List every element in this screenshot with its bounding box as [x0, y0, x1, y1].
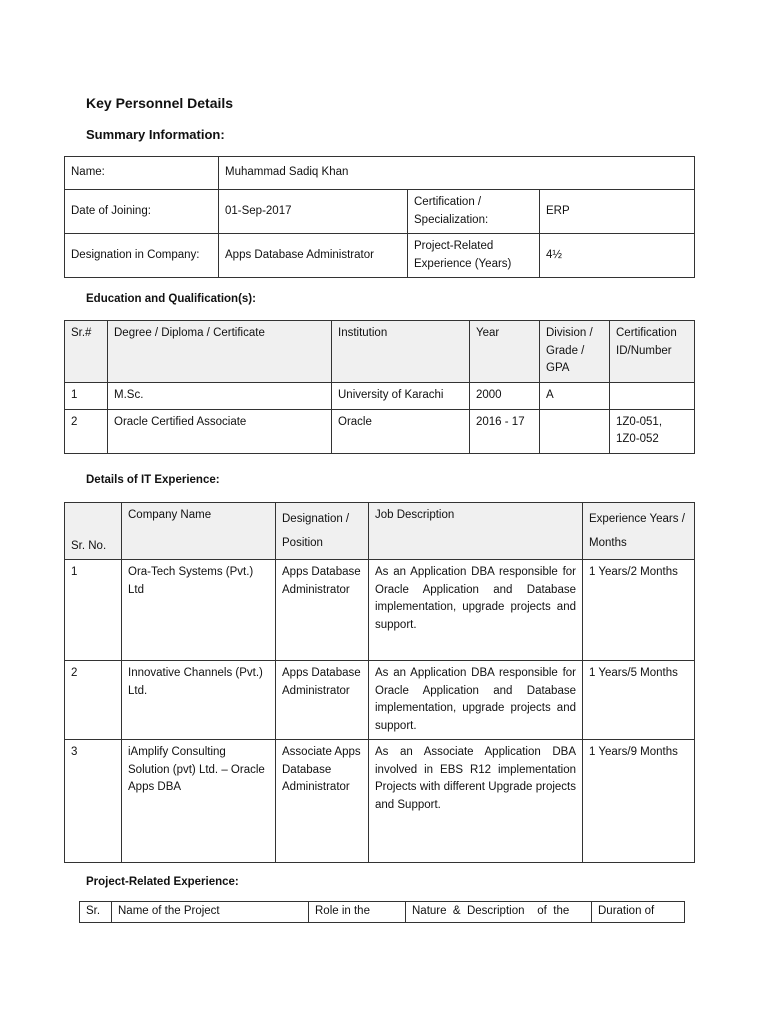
it-cell: As an Associate Application DBA involved in EBS R12 implementation Projects with different Upgrade projects and Support.	[369, 740, 583, 863]
table-row	[65, 740, 695, 863]
it-cell: 1 Years/5 Months	[583, 661, 695, 740]
designation-label: Designation in Company:	[65, 234, 219, 278]
table-row	[65, 382, 695, 409]
designation-value: Apps Database Administrator	[219, 234, 408, 278]
it-cell: 3	[65, 740, 122, 863]
edu-cell: 1Z0-051, 1Z0-052	[610, 409, 695, 453]
proj-header-sr: Sr.	[80, 902, 112, 923]
it-header-experience: Experience Years / Months	[583, 503, 695, 560]
edu-header-grade: Division / Grade / GPA	[540, 321, 610, 383]
experience-value: 4½	[540, 234, 695, 278]
edu-cell: Oracle Certified Associate	[108, 409, 332, 453]
edu-cell	[540, 409, 610, 453]
edu-cell: 2	[65, 409, 108, 453]
edu-cell: 2000	[470, 382, 540, 409]
it-cell: As an Application DBA responsible for Oracle Application and Database implementation, upgrade projects and support.	[369, 560, 583, 661]
cert-value: ERP	[540, 190, 695, 234]
it-cell: Apps Database Administrator	[276, 661, 369, 740]
edu-cell: 1	[65, 382, 108, 409]
it-cell: 1	[65, 560, 122, 661]
it-cell: 1 Years/9 Months	[583, 740, 695, 863]
it-cell: Ora-Tech Systems (Pvt.) Ltd	[122, 560, 276, 661]
proj-header-duration: Duration of	[592, 902, 685, 923]
proj-header-name: Name of the Project	[112, 902, 309, 923]
edu-cell: M.Sc.	[108, 382, 332, 409]
it-cell: As an Application DBA responsible for Oracle Application and Database implementation, upgrade projects and support.	[369, 661, 583, 740]
table-row	[65, 409, 695, 453]
it-cell: 2	[65, 661, 122, 740]
edu-header-year: Year	[470, 321, 540, 383]
project-experience-heading: Project-Related Experience:	[86, 876, 239, 888]
name-label: Name:	[65, 157, 219, 190]
edu-cell: 2016 - 17	[470, 409, 540, 453]
table-row	[65, 661, 695, 740]
doj-label: Date of Joining:	[65, 190, 219, 234]
it-header-job: Job Description	[369, 503, 583, 560]
edu-cell: University of Karachi	[332, 382, 470, 409]
it-cell: Innovative Channels (Pvt.) Ltd.	[122, 661, 276, 740]
cert-label: Certification / Specialization:	[408, 190, 540, 234]
it-cell: 1 Years/2 Months	[583, 560, 695, 661]
edu-header-institution: Institution	[332, 321, 470, 383]
project-experience-table	[79, 901, 685, 923]
page-title: Key Personnel Details	[86, 95, 234, 111]
it-experience-table	[64, 502, 695, 863]
name-value: Muhammad Sadiq Khan	[219, 157, 695, 190]
table-row	[65, 560, 695, 661]
it-header-sr: Sr. No.	[65, 503, 122, 560]
edu-cell: Oracle	[332, 409, 470, 453]
summary-heading: Summary Information:	[86, 127, 225, 142]
doj-value: 01-Sep-2017	[219, 190, 408, 234]
experience-label: Project-Related Experience (Years)	[408, 234, 540, 278]
it-experience-heading: Details of IT Experience:	[86, 474, 220, 486]
proj-header-role: Role in the	[309, 902, 406, 923]
it-cell: Apps Database Administrator	[276, 560, 369, 661]
edu-header-cert-id: Certification ID/Number	[610, 321, 695, 383]
it-cell: iAmplify Consulting Solution (pvt) Ltd. – Oracle Apps DBA	[122, 740, 276, 863]
it-header-company: Company Name	[122, 503, 276, 560]
edu-header-sr: Sr.#	[65, 321, 108, 383]
edu-cell: A	[540, 382, 610, 409]
it-cell: Associate Apps Database Administrator	[276, 740, 369, 863]
edu-header-degree: Degree / Diploma / Certificate	[108, 321, 332, 383]
proj-header-nature: Nature & Description of the	[406, 902, 592, 923]
it-header-designation: Designation / Position	[276, 503, 369, 560]
edu-cell	[610, 382, 695, 409]
education-heading: Education and Qualification(s):	[86, 293, 256, 305]
summary-table	[64, 156, 695, 278]
education-table	[64, 320, 695, 454]
